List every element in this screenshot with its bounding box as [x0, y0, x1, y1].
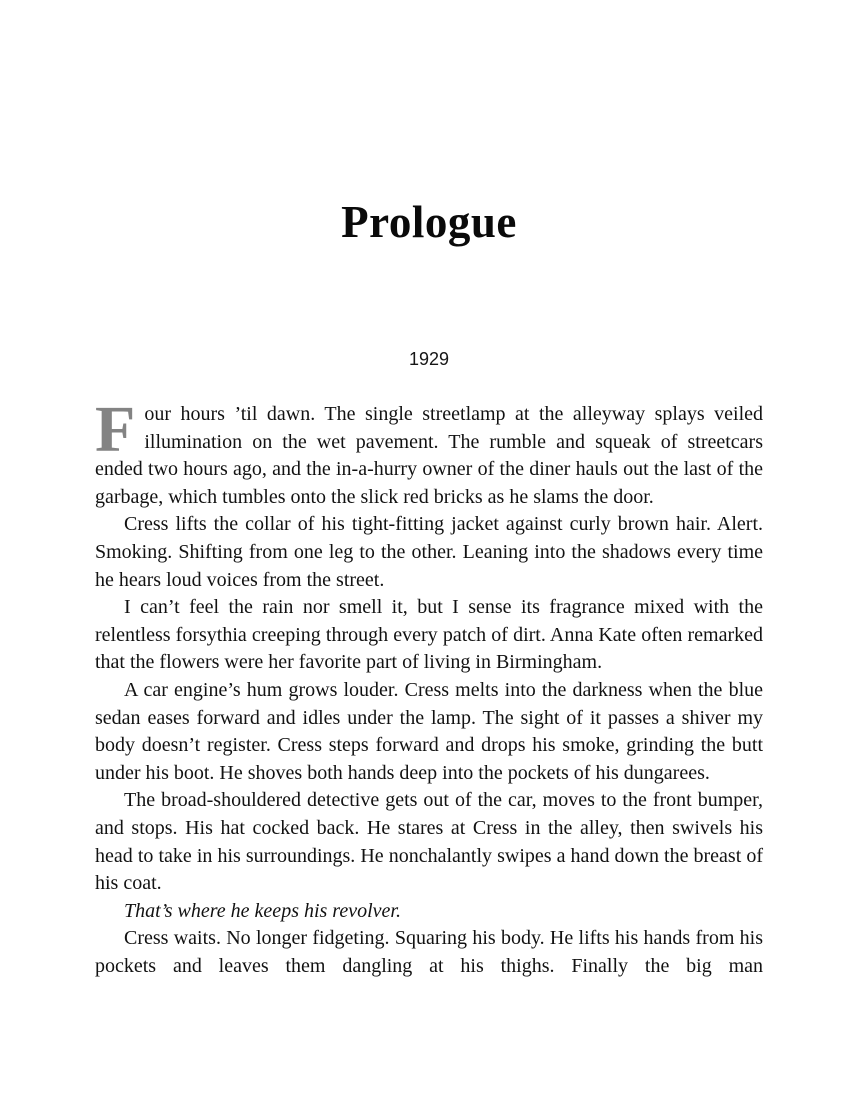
chapter-title: Prologue — [341, 197, 517, 247]
chapter-year: 1929 — [408, 349, 450, 369]
paragraph-first — [95, 393, 763, 511]
paragraph: Cress lifts the collar of his tight-fitting jacket against curly brown hair. Alert. Smoking. Shifting from one leg to the other. Leaning into the shadows every time he hears loud voices from the street. — [95, 513, 763, 591]
paragraph-italic: That’s where he keeps his revolver. — [124, 899, 401, 922]
body-text — [95, 393, 763, 980]
drop-cap: F — [95, 393, 136, 466]
paragraph: A car engine’s hum grows louder. Cress melts into the darkness when the blue sedan eases forward and idles under the lamp. The sight of it passes a shiver my body doesn’t register. Cress steps forward and drops his smoke, grinding the butt under his boot. He shoves both hands deep into the pockets of his dungarees. — [95, 678, 763, 784]
paragraph-text: our hours ’til dawn. The single streetlamp at the alleyway splays veiled illumination on the wet pavement. The rumble and squeak of streetcars ended two hours ago, and the in-a-hurry owner of the diner hauls out the last of the garbage, which tumbles onto the slick red bricks as he slams the door. — [95, 403, 763, 508]
paragraph: The broad-shouldered detective gets out of the car, moves to the front bumper, and stops. His hat cocked back. He stares at Cress in the alley, then swivels his head to take in his surroundings. He nonchalantly swipes a hand down the breast of his coat. — [95, 789, 763, 895]
paragraph-continues: Cress waits. No longer fidgeting. Squaring his body. He lifts his hands from his pockets and leaves them dangling at his thighs. Finally the big man — [95, 927, 763, 977]
paragraph: I can’t feel the rain nor smell it, but I sense its fragrance mixed with the relentless forsythia creeping through every patch of dirt. Anna Kate often remarked that the flowers were her favorite part of living in Birmingham. — [95, 596, 763, 674]
